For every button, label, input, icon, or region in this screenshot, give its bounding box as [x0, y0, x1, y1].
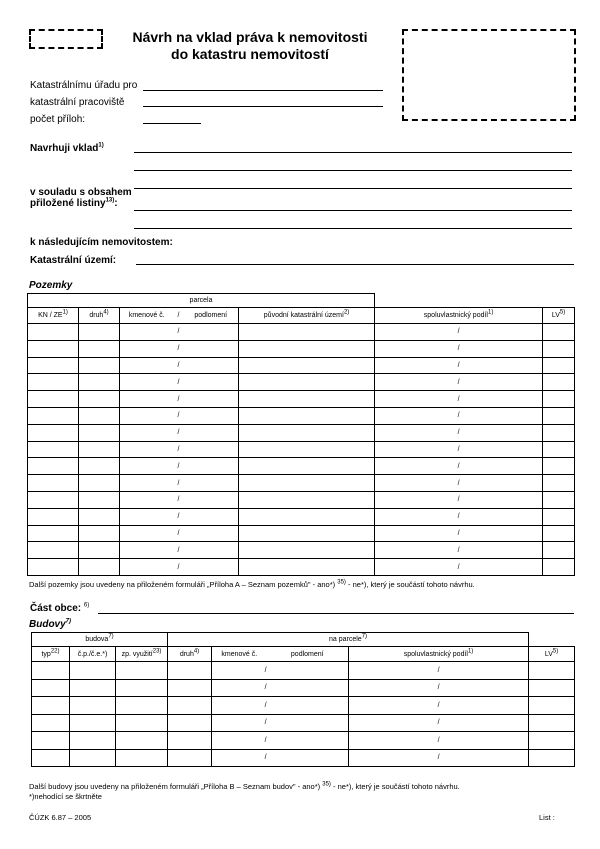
building-typ-cell[interactable] — [32, 662, 70, 680]
building-zp-cell[interactable] — [116, 749, 168, 767]
parcel-slash-cell[interactable]: / — [174, 424, 184, 441]
proposal-field-3[interactable] — [134, 188, 572, 189]
parcel-row — [28, 441, 575, 458]
on-parcel-group-text: na parcele — [329, 636, 362, 643]
buildings-section-title — [29, 619, 71, 630]
accordance-label-1: v souladu s obsahem — [30, 187, 132, 198]
parcel-row — [28, 424, 575, 441]
building-cp-cell[interactable] — [70, 662, 116, 680]
parcel-kmenove-cell[interactable] — [120, 357, 174, 374]
building-podlomeni-cell[interactable] — [267, 662, 349, 680]
buildings-footer-note — [29, 782, 460, 791]
building-cp-cell[interactable] — [70, 732, 116, 750]
parcel-puvodni-cell[interactable] — [239, 542, 375, 559]
parcel-slash-cell[interactable]: / — [174, 475, 184, 492]
municipality-sup: 6) — [83, 602, 90, 609]
office-label: Katastrálnímu úřadu pro — [30, 80, 138, 91]
parcel-spoluvl-cell[interactable]: / — [375, 340, 543, 357]
parcel-podlomeni-cell[interactable] — [184, 391, 239, 408]
building-kmenove-cell[interactable]: / — [212, 714, 267, 732]
building-cp-cell[interactable] — [70, 714, 116, 732]
building-podlomeni-cell[interactable] — [267, 732, 349, 750]
parcels-section-title: Pozemky — [29, 280, 73, 291]
parcel-druh-cell[interactable] — [79, 458, 120, 475]
col-bdruh-header — [168, 647, 212, 662]
parcel-podlomeni-cell[interactable] — [184, 441, 239, 458]
strike-footnote: *)nehodící se škrtněte — [29, 792, 102, 801]
municipality-field[interactable] — [98, 613, 574, 614]
parcel-spoluvl-cell[interactable]: / — [375, 391, 543, 408]
parcel-druh-cell[interactable] — [79, 441, 120, 458]
building-podlomeni-cell[interactable] — [267, 714, 349, 732]
parcel-slash-cell[interactable]: / — [174, 340, 184, 357]
accordance-field-1[interactable] — [134, 210, 572, 211]
parcel-lv-cell[interactable] — [543, 324, 575, 341]
building-row — [32, 714, 575, 732]
parcel-lv-cell[interactable] — [543, 542, 575, 559]
parcel-podlomeni-cell[interactable] — [184, 458, 239, 475]
parcel-podlomeni-cell[interactable] — [184, 475, 239, 492]
parcel-puvodni-cell[interactable] — [239, 441, 375, 458]
building-zp-cell[interactable] — [116, 679, 168, 697]
col-druh-header — [79, 308, 120, 324]
parcel-podlomeni-cell[interactable] — [184, 491, 239, 508]
building-lv-cell[interactable] — [529, 732, 575, 750]
building-row — [32, 697, 575, 715]
col-typ-text: typ — [41, 650, 51, 658]
building-row — [32, 732, 575, 750]
buildings-table — [31, 632, 575, 767]
building-row — [32, 662, 575, 680]
building-druh-cell[interactable] — [168, 662, 212, 680]
workplace-field[interactable] — [143, 106, 383, 107]
parcel-kmenove-cell[interactable] — [120, 491, 174, 508]
parcel-spoluvl-cell[interactable]: / — [375, 357, 543, 374]
stamp-box-small — [29, 29, 103, 49]
building-typ-cell[interactable] — [32, 749, 70, 767]
parcel-spoluvl-cell[interactable]: / — [375, 441, 543, 458]
col-bspoluvl-text: spoluvlastnický podíl — [403, 650, 468, 658]
parcel-kn-cell[interactable] — [28, 357, 79, 374]
building-row — [32, 679, 575, 697]
parcel-druh-cell[interactable] — [79, 491, 120, 508]
parcel-kn-cell[interactable] — [28, 374, 79, 391]
accordance-field-2[interactable] — [134, 228, 572, 229]
parcel-row — [28, 324, 575, 341]
building-kmenove-cell[interactable]: / — [212, 679, 267, 697]
parcel-slash-cell[interactable]: / — [174, 508, 184, 525]
col-blv-header — [529, 647, 575, 662]
parcel-podlomeni-cell[interactable] — [184, 324, 239, 341]
col-druh-text: druh — [89, 312, 104, 319]
building-zp-cell[interactable] — [116, 662, 168, 680]
building-druh-cell[interactable] — [168, 732, 212, 750]
building-typ-cell[interactable] — [32, 714, 70, 732]
parcel-lv-cell[interactable] — [543, 458, 575, 475]
building-kmenove-cell[interactable]: / — [212, 732, 267, 750]
parcel-druh-cell[interactable] — [79, 559, 120, 576]
proposal-field-1[interactable] — [134, 152, 572, 153]
building-druh-cell[interactable] — [168, 749, 212, 767]
parcel-druh-cell[interactable] — [79, 340, 120, 357]
parcel-kmenove-cell[interactable] — [120, 458, 174, 475]
building-cp-cell[interactable] — [70, 697, 116, 715]
parcel-row — [28, 525, 575, 542]
parcel-row — [28, 559, 575, 576]
parcel-row — [28, 391, 575, 408]
col-lv-text: LV — [551, 312, 560, 319]
parcel-spoluvl-cell[interactable]: / — [375, 374, 543, 391]
col-blv-text: LV — [544, 650, 553, 658]
parcel-druh-cell[interactable] — [79, 357, 120, 374]
parcel-puvodni-cell[interactable] — [239, 508, 375, 525]
parcel-kn-cell[interactable] — [28, 391, 79, 408]
parcel-spoluvl-cell[interactable]: / — [375, 508, 543, 525]
col-typ-header — [32, 647, 70, 662]
col-druh-sup: 4) — [103, 309, 109, 316]
building-zp-cell[interactable] — [116, 697, 168, 715]
buildings-note-sup: 35) — [322, 781, 331, 788]
parcel-puvodni-cell[interactable] — [239, 458, 375, 475]
municipality-label — [30, 603, 89, 614]
parcel-kn-cell[interactable] — [28, 407, 79, 424]
parcel-podlomeni-cell[interactable] — [184, 357, 239, 374]
parcel-row — [28, 458, 575, 475]
attachments-label: počet příloh: — [30, 114, 86, 125]
parcel-kmenove-cell[interactable] — [120, 441, 174, 458]
parcel-spoluvl-cell[interactable]: / — [375, 324, 543, 341]
parcel-slash-cell[interactable]: / — [174, 542, 184, 559]
parcel-druh-cell[interactable] — [79, 475, 120, 492]
parcel-kn-cell[interactable] — [28, 525, 79, 542]
parcel-kmenove-cell[interactable] — [120, 559, 174, 576]
on-parcel-group-header — [168, 633, 529, 647]
parcel-druh-cell[interactable] — [79, 374, 120, 391]
parcel-lv-cell[interactable] — [543, 374, 575, 391]
parcel-druh-cell[interactable] — [79, 508, 120, 525]
parcel-row — [28, 340, 575, 357]
parcel-puvodni-cell[interactable] — [239, 374, 375, 391]
parcel-lv-cell[interactable] — [543, 340, 575, 357]
accordance-sup: 13) — [105, 197, 115, 204]
col-bspoluvl-sup: 1) — [467, 648, 474, 655]
building-group-text: budova — [85, 636, 109, 643]
municipality-label-text: Část obce: — [30, 603, 82, 614]
building-kmenove-cell[interactable]: / — [212, 697, 267, 715]
parcel-druh-cell[interactable] — [79, 525, 120, 542]
parcel-kmenove-cell[interactable] — [120, 391, 174, 408]
col-puvodni-header — [239, 308, 375, 324]
parcel-slash-cell[interactable]: / — [174, 458, 184, 475]
col-kn-text: KN / ZE — [38, 312, 63, 319]
parcel-kmenove-cell[interactable] — [120, 340, 174, 357]
on-parcel-group-sup: 7) — [361, 633, 368, 640]
parcel-podlomeni-cell[interactable] — [184, 559, 239, 576]
parcel-kmenove-cell[interactable] — [120, 324, 174, 341]
parcel-puvodni-cell[interactable] — [239, 391, 375, 408]
building-zp-cell[interactable] — [116, 732, 168, 750]
parcel-podlomeni-cell[interactable] — [184, 407, 239, 424]
building-spoluvl-cell[interactable]: / — [349, 749, 529, 767]
parcel-kn-cell[interactable] — [28, 508, 79, 525]
col-lv-sup: 5) — [559, 309, 566, 316]
building-typ-cell[interactable] — [32, 732, 70, 750]
office-field[interactable] — [143, 90, 383, 91]
building-group-sup: 7) — [108, 633, 114, 640]
parcel-slash-cell[interactable]: / — [174, 441, 184, 458]
col-bspoluvl-header — [349, 647, 529, 662]
building-druh-cell[interactable] — [168, 679, 212, 697]
building-podlomeni-cell[interactable] — [267, 697, 349, 715]
building-group-blank — [529, 633, 575, 647]
parcel-slash-cell[interactable]: / — [174, 391, 184, 408]
parcel-puvodni-cell[interactable] — [239, 559, 375, 576]
parcel-kn-cell[interactable] — [28, 559, 79, 576]
col-zp-sup: 23) — [152, 648, 162, 655]
parcel-kn-cell[interactable] — [28, 458, 79, 475]
building-typ-cell[interactable] — [32, 679, 70, 697]
parcel-kmenove-cell[interactable] — [120, 407, 174, 424]
parcels-note-b: - ne*), který je součástí tohoto návrhu. — [348, 580, 475, 589]
building-row — [32, 749, 575, 767]
parcel-kmenove-cell[interactable] — [120, 542, 174, 559]
parcel-spoluvl-cell[interactable]: / — [375, 458, 543, 475]
col-cp-header: č.p./č.e.*) — [70, 647, 116, 662]
parcel-kmenove-cell[interactable] — [120, 424, 174, 441]
parcels-note-sup: 35) — [337, 579, 346, 586]
parcel-row — [28, 357, 575, 374]
parcel-podlomeni-cell[interactable] — [184, 340, 239, 357]
form-title-line2: do katastru nemovitostí — [171, 46, 329, 62]
building-lv-cell[interactable] — [529, 714, 575, 732]
building-kmenove-cell[interactable]: / — [212, 749, 267, 767]
building-druh-cell[interactable] — [168, 714, 212, 732]
parcel-kn-cell[interactable] — [28, 491, 79, 508]
form-title-line1: Návrh na vklad práva k nemovitosti — [132, 29, 368, 45]
parcel-lv-cell[interactable] — [543, 475, 575, 492]
parcel-lv-cell[interactable] — [543, 508, 575, 525]
parcel-puvodni-cell[interactable] — [239, 340, 375, 357]
parcel-kn-cell[interactable] — [28, 340, 79, 357]
parcel-kn-cell[interactable] — [28, 441, 79, 458]
parcels-note-a: Další pozemky jsou uvedeny na přiloženém formuláři „Příloha A – Seznam pozemků" - ano*) — [29, 580, 336, 589]
parcel-puvodni-cell[interactable] — [239, 357, 375, 374]
building-spoluvl-cell[interactable]: / — [349, 714, 529, 732]
buildings-title-sup: 7) — [65, 618, 72, 625]
parcel-group-header: parcela — [28, 294, 375, 308]
parcel-druh-cell[interactable] — [79, 424, 120, 441]
col-bdruh-text: druh — [179, 650, 194, 658]
proposal-label — [30, 143, 104, 154]
building-group-header — [32, 633, 168, 647]
col-kn-sup: 1) — [62, 309, 68, 316]
building-spoluvl-cell[interactable]: / — [349, 679, 529, 697]
parcel-spoluvl-cell[interactable]: / — [375, 491, 543, 508]
parcel-puvodni-cell[interactable] — [239, 407, 375, 424]
parcel-podlomeni-cell[interactable] — [184, 542, 239, 559]
properties-label: k následujícím nemovitostem: — [30, 237, 173, 248]
workplace-label: katastrální pracoviště — [30, 97, 125, 108]
building-spoluvl-cell[interactable]: / — [349, 697, 529, 715]
parcel-lv-cell[interactable] — [543, 357, 575, 374]
col-spoluvl-header — [375, 308, 543, 324]
parcel-group-blank-2 — [543, 294, 575, 308]
col-kn-header — [28, 308, 79, 324]
parcel-spoluvl-cell[interactable]: / — [375, 424, 543, 441]
parcel-group-blank — [375, 294, 543, 308]
parcel-slash-cell[interactable]: / — [174, 374, 184, 391]
parcel-slash-cell[interactable]: / — [174, 559, 184, 576]
parcel-kn-cell[interactable] — [28, 475, 79, 492]
building-lv-cell[interactable] — [529, 749, 575, 767]
parcel-spoluvl-cell[interactable]: / — [375, 525, 543, 542]
parcel-puvodni-cell[interactable] — [239, 525, 375, 542]
col-puvodni-sup: 2) — [343, 309, 350, 316]
parcel-lv-cell[interactable] — [543, 407, 575, 424]
parcel-spoluvl-cell[interactable]: / — [375, 559, 543, 576]
parcel-slash-cell[interactable]: / — [174, 525, 184, 542]
proposal-field-2[interactable] — [134, 170, 572, 171]
parcel-kmenove-cell[interactable] — [120, 374, 174, 391]
col-typ-sup: 22) — [50, 648, 60, 655]
stamp-box-large — [402, 29, 576, 121]
building-spoluvl-cell[interactable]: / — [349, 732, 529, 750]
parcel-row — [28, 542, 575, 559]
parcel-podlomeni-cell[interactable] — [184, 374, 239, 391]
parcel-kmenove-cell[interactable] — [120, 508, 174, 525]
buildings-title-text: Budovy — [29, 619, 66, 630]
parcel-podlomeni-cell[interactable] — [184, 424, 239, 441]
building-typ-cell[interactable] — [32, 697, 70, 715]
parcel-podlomeni-cell[interactable] — [184, 525, 239, 542]
col-podlomeni-header: podlomení — [184, 308, 239, 324]
parcel-puvodni-cell[interactable] — [239, 475, 375, 492]
col-bpodlomeni-header: podlomení — [267, 647, 349, 662]
parcel-slash-cell[interactable]: / — [174, 324, 184, 341]
form-code: ČÚZK 6.87 – 2005 — [29, 813, 92, 822]
attachments-field[interactable] — [143, 123, 201, 124]
parcel-row — [28, 491, 575, 508]
accordance-label-2 — [30, 198, 118, 209]
col-zp-header — [116, 647, 168, 662]
parcel-row — [28, 407, 575, 424]
parcel-lv-cell[interactable] — [543, 525, 575, 542]
parcel-lv-cell[interactable] — [543, 441, 575, 458]
cadastral-area-field[interactable] — [136, 264, 574, 265]
building-zp-cell[interactable] — [116, 714, 168, 732]
parcel-kn-cell[interactable] — [28, 542, 79, 559]
parcel-slash-cell[interactable]: / — [174, 407, 184, 424]
accordance-colon: : — [114, 198, 118, 209]
parcel-lv-cell[interactable] — [543, 491, 575, 508]
parcel-row — [28, 374, 575, 391]
page-label: List : — [539, 813, 555, 822]
parcels-footer-note — [29, 580, 475, 589]
proposal-label-text: Navrhuji vklad — [30, 143, 99, 154]
col-bkmenove-header: kmenové č. — [212, 647, 267, 662]
parcel-slash-cell[interactable]: / — [174, 357, 184, 374]
col-blv-sup: 5) — [552, 648, 559, 655]
building-podlomeni-cell[interactable] — [267, 749, 349, 767]
buildings-note-b: - ne*), který je součástí tohoto návrhu. — [333, 782, 460, 791]
parcel-kmenove-cell[interactable] — [120, 475, 174, 492]
parcel-spoluvl-cell[interactable]: / — [375, 542, 543, 559]
buildings-note-a: Další budovy jsou uvedeny na přiloženém formuláři „Příloha B – Seznam budov" - ano*) — [29, 782, 321, 791]
building-spoluvl-cell[interactable]: / — [349, 662, 529, 680]
parcel-puvodni-cell[interactable] — [239, 324, 375, 341]
parcel-kmenove-cell[interactable] — [120, 525, 174, 542]
col-spoluvl-text: spoluvlastnický podíl — [423, 312, 488, 319]
col-bdruh-sup: 4) — [193, 648, 200, 655]
col-lv-header — [543, 308, 575, 324]
parcel-kn-cell[interactable] — [28, 424, 79, 441]
parcel-druh-cell[interactable] — [79, 542, 120, 559]
parcel-lv-cell[interactable] — [543, 424, 575, 441]
parcel-druh-cell[interactable] — [79, 391, 120, 408]
building-lv-cell[interactable] — [529, 697, 575, 715]
col-zp-text: zp. využití — [121, 650, 153, 658]
building-lv-cell[interactable] — [529, 662, 575, 680]
parcel-spoluvl-cell[interactable]: / — [375, 475, 543, 492]
parcel-row — [28, 475, 575, 492]
parcel-row — [28, 508, 575, 525]
cadastral-area-label: Katastrální území: — [30, 255, 117, 266]
parcel-druh-cell[interactable] — [79, 407, 120, 424]
parcel-podlomeni-cell[interactable] — [184, 508, 239, 525]
parcel-slash-cell[interactable]: / — [174, 491, 184, 508]
parcel-spoluvl-cell[interactable]: / — [375, 407, 543, 424]
proposal-sup: 1) — [98, 142, 104, 149]
building-podlomeni-cell[interactable] — [267, 679, 349, 697]
parcel-lv-cell[interactable] — [543, 559, 575, 576]
building-kmenove-cell[interactable]: / — [212, 662, 267, 680]
parcel-lv-cell[interactable] — [543, 391, 575, 408]
col-spoluvl-sup: 1) — [487, 309, 494, 316]
parcel-kn-cell[interactable] — [28, 324, 79, 341]
parcel-puvodni-cell[interactable] — [239, 491, 375, 508]
building-cp-cell[interactable] — [70, 749, 116, 767]
building-druh-cell[interactable] — [168, 697, 212, 715]
parcel-druh-cell[interactable] — [79, 324, 120, 341]
building-cp-cell[interactable] — [70, 679, 116, 697]
col-kmenove-header: kmenové č. — [120, 308, 174, 324]
accordance-label-2-text: přiložené listiny — [30, 198, 106, 209]
col-slash-header: / — [174, 308, 184, 324]
building-lv-cell[interactable] — [529, 679, 575, 697]
parcels-table — [27, 293, 575, 576]
parcel-puvodni-cell[interactable] — [239, 424, 375, 441]
col-puvodni-text: původní katastrální území — [263, 312, 344, 319]
